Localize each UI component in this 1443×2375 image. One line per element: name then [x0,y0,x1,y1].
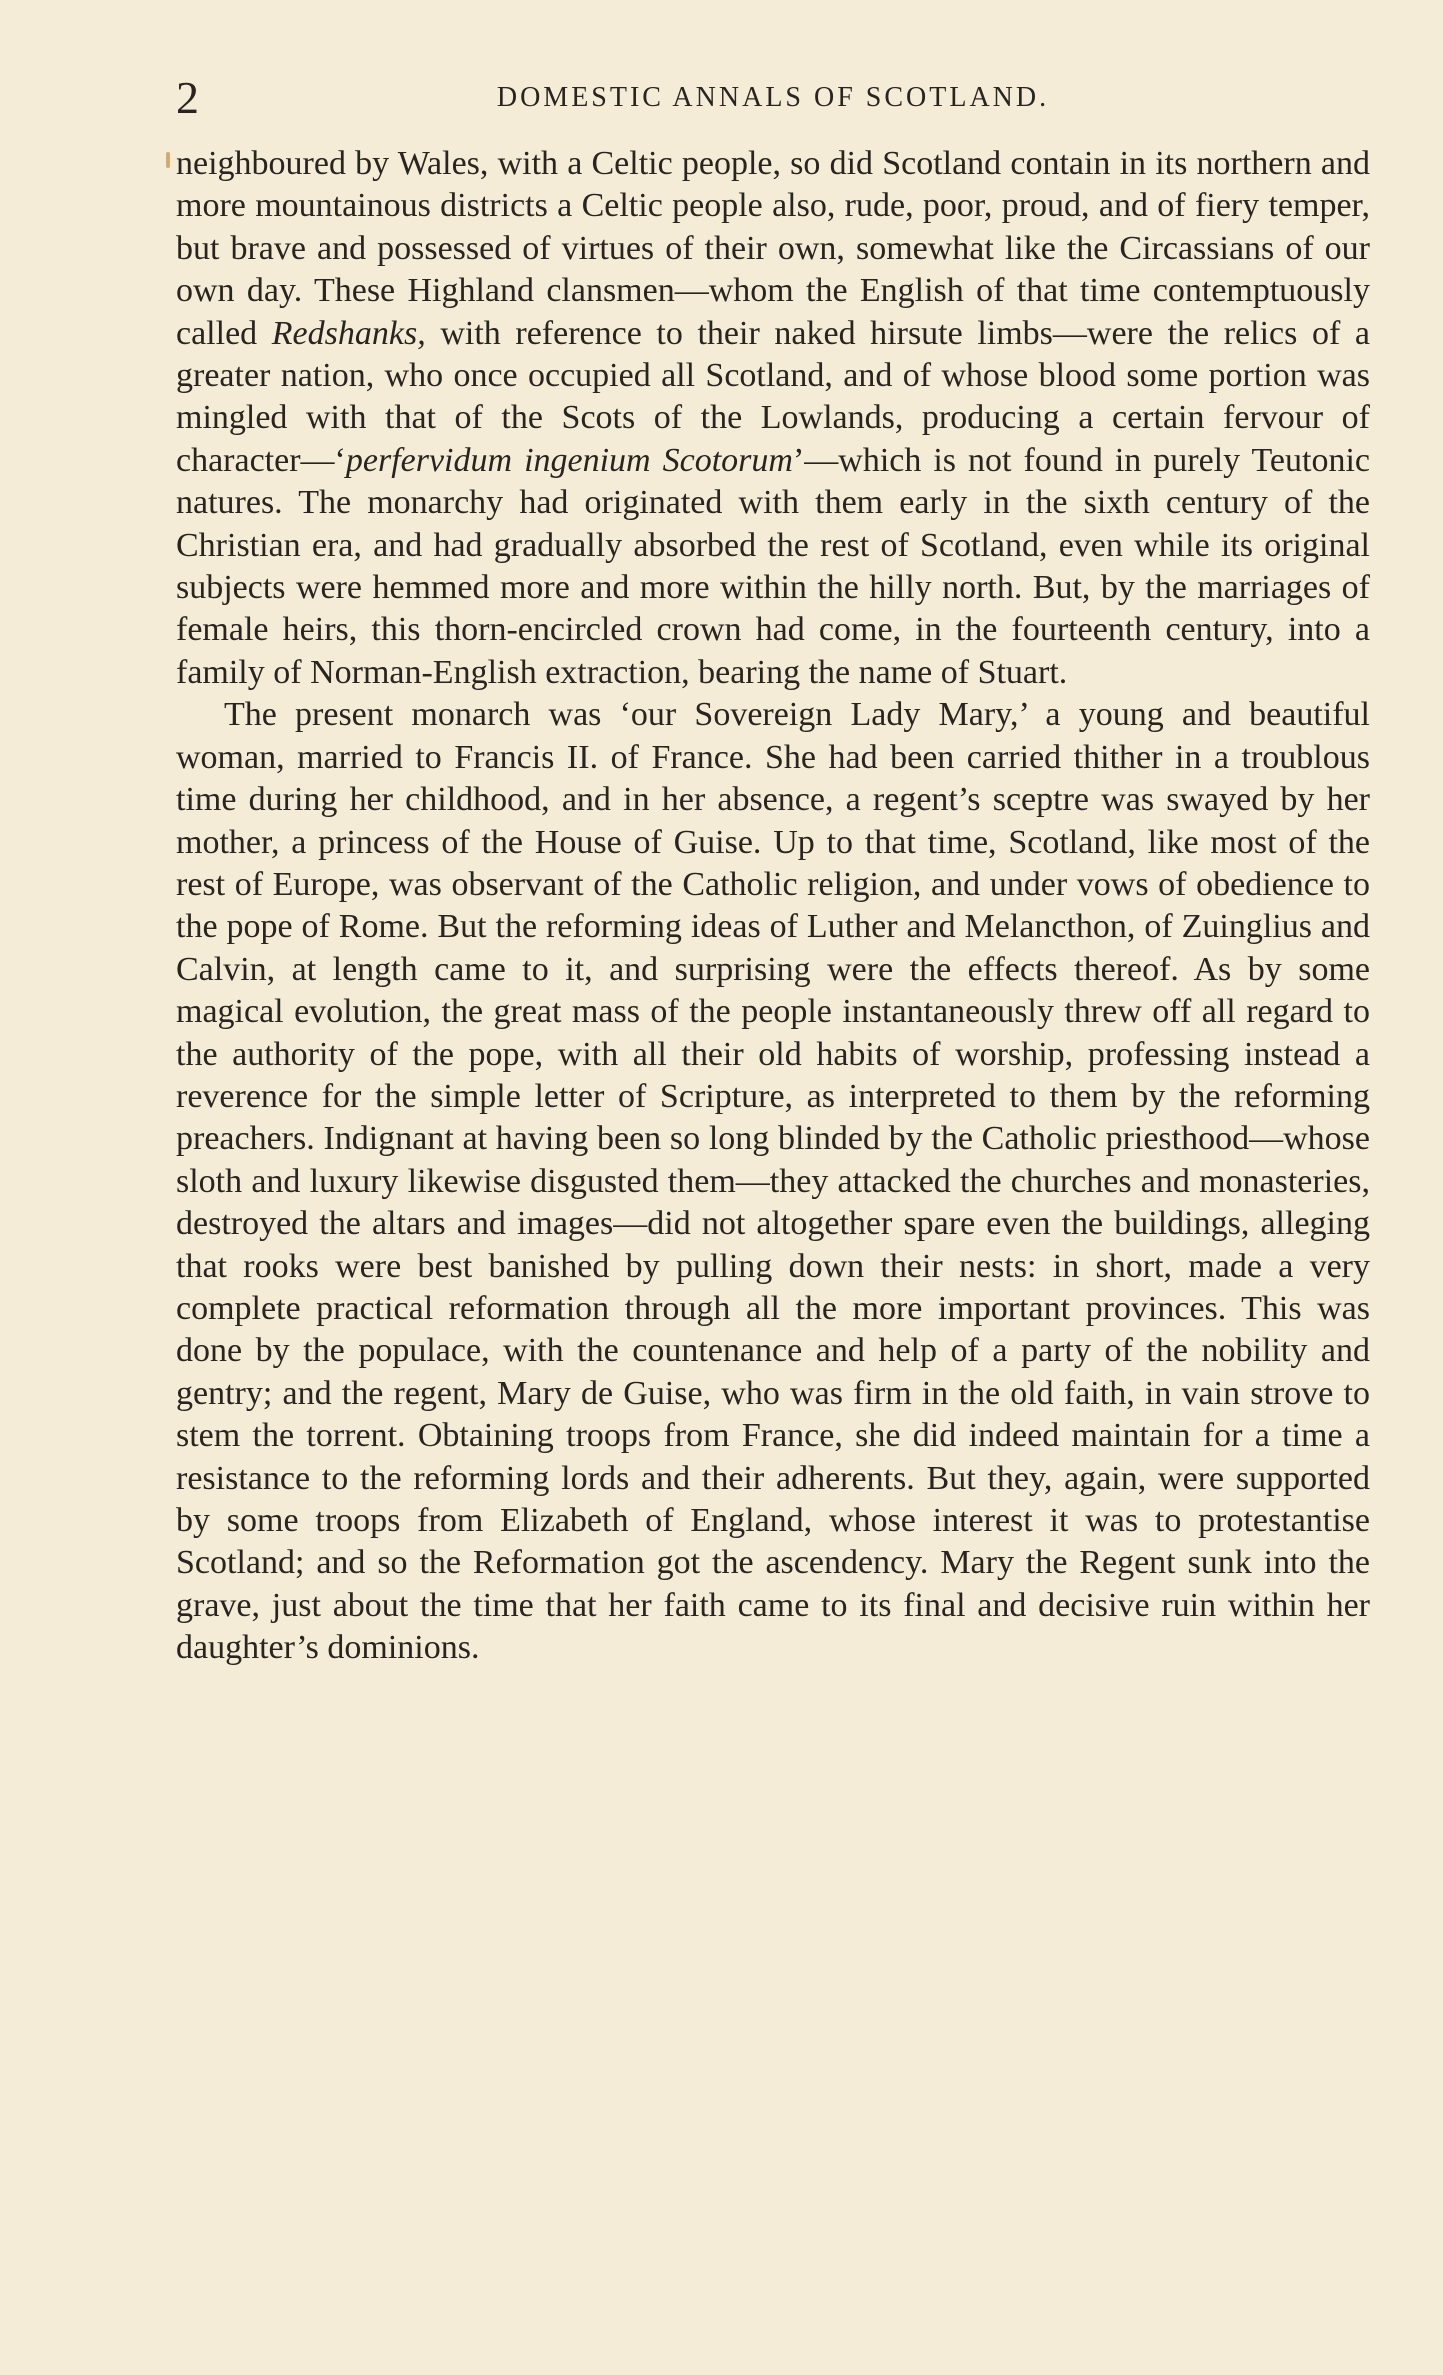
page-header [176,68,1370,128]
page-number: 2 [176,72,199,123]
paragraph-2: The present monarch was ‘our Sovereign Lady Mary,’ a young and beautiful woman, married to Francis II. of France. She had been carried thither in a troublous time during her childhood, and in her absence, a regent’s sceptre was swayed by her mother, a princess of the House of Guise. Up to that time, Scotland, like most of the rest of Europe, was observant of the Catholic religion, and under vows of obedience to the pope of Rome. But the reforming ideas of Luther and Melancthon, of Zuinglius and Calvin, at length came to it, and surprising were the effects thereof. As by some magical evolution, the great mass of the people instantaneously threw off all regard to the authority of the pope, with all their old habits of worship, professing instead a reverence for the simple letter of Scripture, as interpreted to them by the reforming preachers. Indignant at having been so long blinded by the Catholic priesthood—whose sloth and luxury likewise disgusted them—they attacked the churches and monasteries, destroyed the altars and images—did not altogether spare even the buildings, alleging that rooks were best banished by pulling down their nests: in short, made a very complete practical reformation through all the more important provinces. This was done by the populace, with the countenance and help of a party of the nobility and gentry; and the regent, Mary de Guise, who was firm in the old faith, in vain strove to stem the torrent. Obtaining troops from France, she did indeed maintain for a time a resistance to the reforming lords and their adherents. But they, again, were supported by some troops from Elizabeth of England, whose interest it was to protestantise Scotland; and so the Reformation got the ascendency. Mary the Regent sunk into the grave, just about the time that her faith came to its final and decisive ruin within her daughter’s dominions. [176,696,1370,1667]
italic-redshanks: Redshanks, [271,314,426,352]
paragraph-continued [176,143,1370,694]
paragraph1-text-b: with reference to their naked hirsute limbs—were the relics of a greater nation, who once occupied all Scotland, and of whose blood some portion was mingled with that of the Scots of the Lowlands, producing a certain fervour of character—‘ [176,314,1370,479]
body-text [176,143,1370,1670]
running-head: DOMESTIC ANNALS OF SCOTLAND. [496,82,1050,113]
italic-latin-phrase: perfervidum ingenium Scotorum [345,441,793,479]
paragraph1-text-c: ’—which is not found in purely Teutonic natures. The monarchy had originated with them early in the sixth century of the Christian era, and had gradually absorbed the rest of Scotland, even while its original subjects were hemmed more and more within the hilly north. But, by the marriages of female heirs, this thorn-encircled crown had come, in the fourteenth century, into a family of Norman-English extraction, bearing the name of Stuart. [176,441,1370,691]
margin-mark [166,152,170,168]
paragraph1-text-a: neighboured by Wales, with a Celtic people, so did Scotland contain in its northern and more mountainous districts a Celtic people also, rude, poor, proud, and of fiery temper, but brave and possessed of virtues of their own, somewhat like the Circassians of our own day. These Highland clansmen—whom the English of that time contemptuously called [176,145,1370,352]
